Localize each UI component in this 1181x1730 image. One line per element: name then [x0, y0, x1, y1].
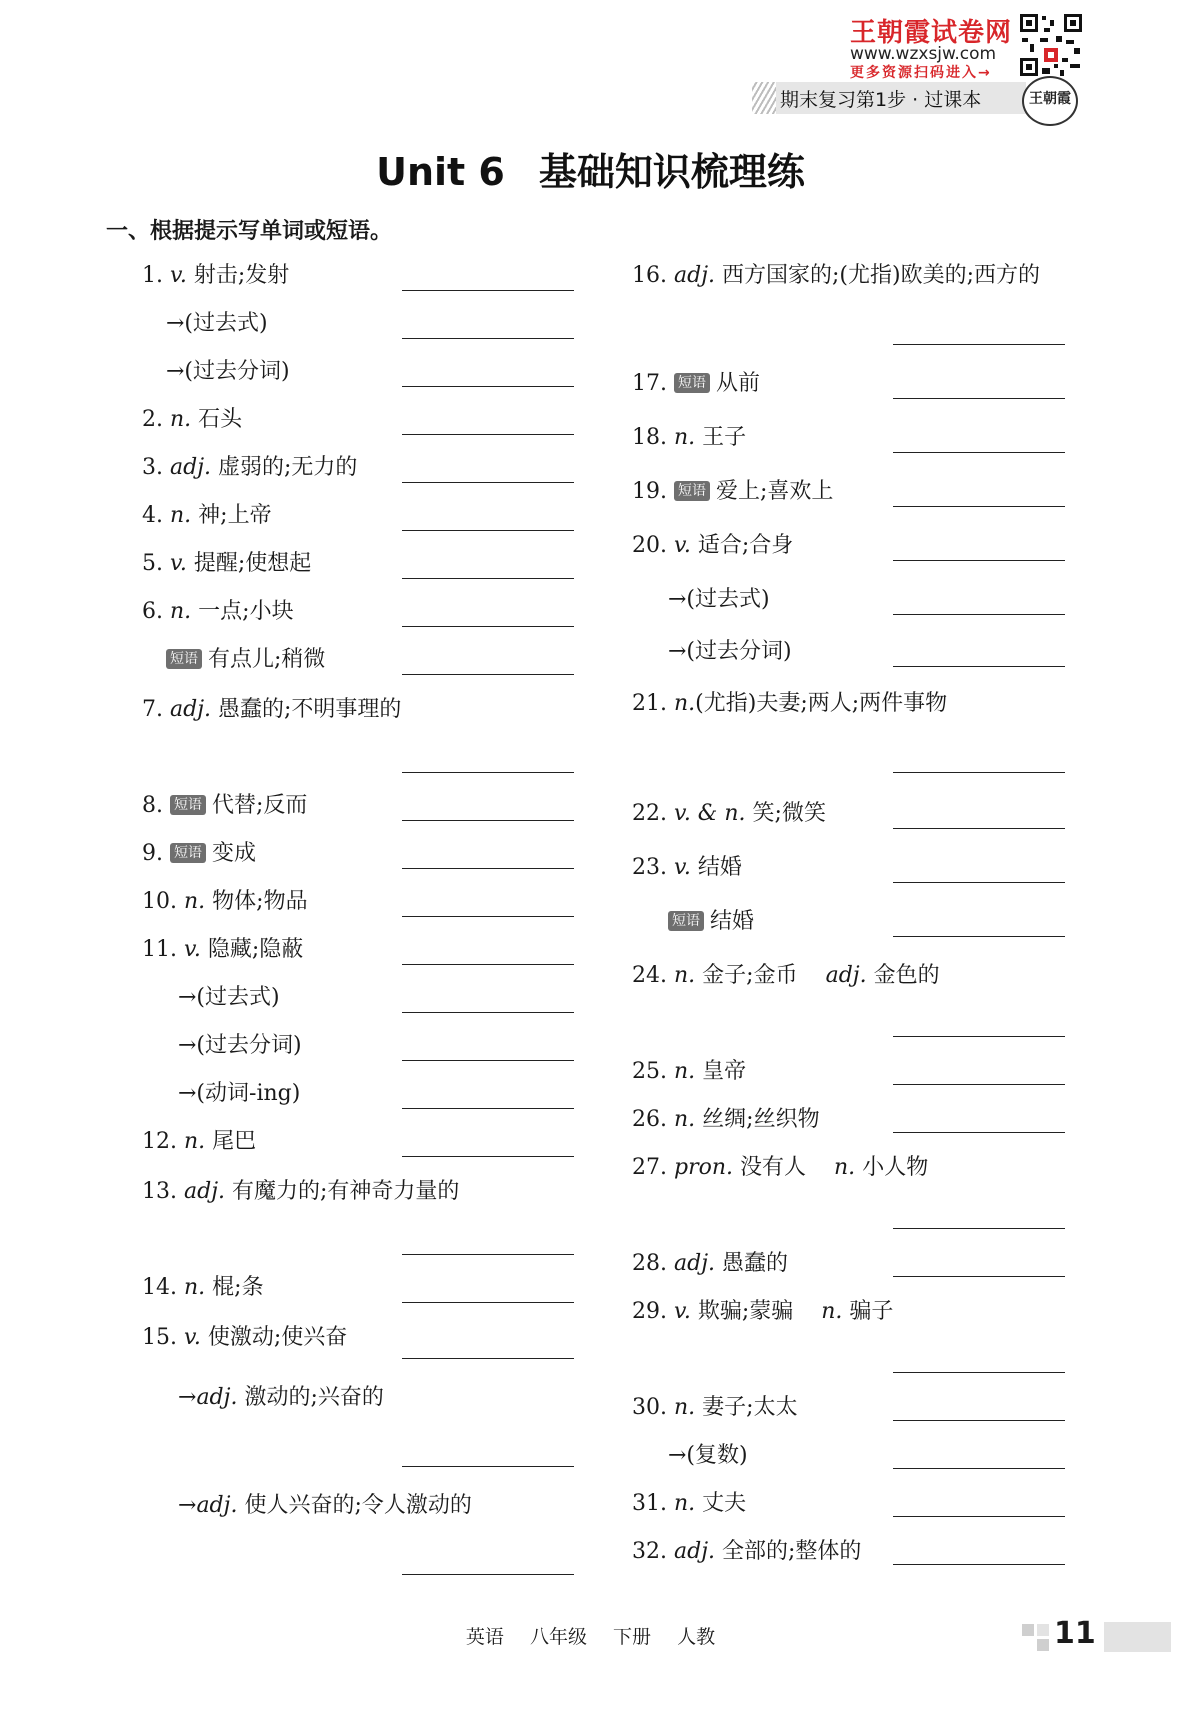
- phrase-tag: 短语: [674, 481, 710, 501]
- item-14: 14. n. 棍;条: [142, 1275, 264, 1300]
- unit-label: Unit 6: [376, 150, 505, 194]
- answer-line[interactable]: [402, 1466, 574, 1467]
- answer-line[interactable]: [893, 1420, 1065, 1421]
- answer-line[interactable]: [893, 398, 1065, 399]
- answer-line[interactable]: [893, 1468, 1065, 1469]
- brand-stamp-icon: 王朝霞: [1022, 76, 1078, 126]
- answer-line[interactable]: [893, 772, 1065, 773]
- item-28: 28. adj. 愚蠢的: [632, 1251, 789, 1276]
- item-25: 25. n. 皇帝: [632, 1059, 747, 1084]
- item-20-past-participle: →(过去分词): [668, 639, 792, 664]
- item-15-adj-2: →adj. 使人兴奋的;令人激动的: [178, 1493, 472, 1518]
- footer-subject: 英语: [465, 1626, 504, 1648]
- answer-line[interactable]: [402, 964, 574, 965]
- item-13: 13. adj. 有魔力的;有神奇力量的: [142, 1179, 460, 1204]
- answer-line[interactable]: [893, 452, 1065, 453]
- item-32: 32. adj. 全部的;整体的: [632, 1539, 862, 1564]
- answer-line[interactable]: [402, 674, 574, 675]
- item-6: 6. n. 一点;小块: [142, 599, 294, 624]
- answer-line[interactable]: [893, 1276, 1065, 1277]
- answer-line[interactable]: [402, 916, 574, 917]
- answer-line[interactable]: [402, 868, 574, 869]
- item-8: 8. 短语 代替;反而: [142, 793, 308, 818]
- answer-line[interactable]: [893, 560, 1065, 561]
- answer-line[interactable]: [402, 1358, 574, 1359]
- step-banner-stripes: [752, 82, 776, 114]
- page-title: [0, 141, 1181, 196]
- phrase-tag: 短语: [674, 373, 710, 393]
- footer-volume: 下册: [613, 1626, 652, 1648]
- item-20-past: →(过去式): [668, 587, 770, 612]
- item-29: 29. v. 欺骗;蒙骗 n. 骗子: [632, 1299, 894, 1324]
- item-1: 1. v. 射击;发射: [142, 263, 290, 288]
- item-23: 23. v. 结婚: [632, 855, 742, 880]
- answer-line[interactable]: [402, 1254, 574, 1255]
- item-9: 9. 短语 变成: [142, 841, 257, 866]
- footer-grade: 八年级: [529, 1626, 587, 1648]
- answer-line[interactable]: [893, 614, 1065, 615]
- answer-line[interactable]: [893, 828, 1065, 829]
- site-url[interactable]: www.wzxsjw.com: [850, 44, 997, 64]
- answer-line[interactable]: [402, 386, 574, 387]
- item-16: 16. adj. 西方国家的;(尤指)欧美的;西方的: [632, 263, 1041, 288]
- item-22: 22. v. & n. 笑;微笑: [632, 801, 826, 826]
- answer-line[interactable]: [893, 344, 1065, 345]
- qr-code-icon[interactable]: [1018, 12, 1084, 78]
- answer-line[interactable]: [402, 578, 574, 579]
- footer-edition: 人教: [677, 1626, 716, 1648]
- item-11: 11. v. 隐藏;隐蔽: [142, 937, 304, 962]
- answer-line[interactable]: [893, 506, 1065, 507]
- answer-line[interactable]: [402, 338, 574, 339]
- answer-line[interactable]: [402, 482, 574, 483]
- footer-info: [0, 1622, 1181, 1649]
- answer-line[interactable]: [893, 1228, 1065, 1229]
- item-20: 20. v. 适合;合身: [632, 533, 794, 558]
- answer-line[interactable]: [893, 1564, 1065, 1565]
- answer-line[interactable]: [402, 290, 574, 291]
- item-2: 2. n. 石头: [142, 407, 243, 432]
- item-26: 26. n. 丝绸;丝织物: [632, 1107, 820, 1132]
- item-10: 10. n. 物体;物品: [142, 889, 308, 914]
- answer-line[interactable]: [402, 434, 574, 435]
- item-17: 17. 短语 从前: [632, 371, 761, 396]
- phrase-tag: 短语: [166, 649, 202, 669]
- phrase-tag: 短语: [170, 795, 206, 815]
- page-number: 11: [1054, 1616, 1096, 1651]
- item-11-ing: →(动词-ing): [178, 1081, 301, 1106]
- answer-line[interactable]: [893, 1516, 1065, 1517]
- item-6-phrase: 短语 有点儿;稍微: [166, 646, 325, 674]
- answer-line[interactable]: [893, 882, 1065, 883]
- item-7: 7. adj. 愚蠢的;不明事理的: [142, 697, 402, 722]
- slogan: 更多资源扫码进入→: [850, 65, 992, 81]
- answer-line[interactable]: [893, 1036, 1065, 1037]
- item-1-past: →(过去式): [166, 311, 268, 336]
- item-3: 3. adj. 虚弱的;无力的: [142, 455, 358, 480]
- answer-line[interactable]: [893, 666, 1065, 667]
- item-23-phrase: 短语 结婚: [668, 908, 754, 936]
- item-4: 4. n. 神;上帝: [142, 503, 272, 528]
- page-number-decoration: [1022, 1624, 1050, 1652]
- item-30-plural: →(复数): [668, 1443, 748, 1468]
- item-5: 5. v. 提醒;使想起: [142, 551, 312, 576]
- answer-line[interactable]: [402, 1060, 574, 1061]
- item-24: 24. n. 金子;金币 adj. 金色的: [632, 963, 940, 988]
- answer-line[interactable]: [402, 530, 574, 531]
- answer-line[interactable]: [402, 820, 574, 821]
- section-heading: 一、根据提示写单词或短语。: [106, 219, 393, 244]
- answer-line[interactable]: [893, 936, 1065, 937]
- phrase-tag: 短语: [170, 843, 206, 863]
- answer-line[interactable]: [893, 1372, 1065, 1373]
- answer-line[interactable]: [402, 1012, 574, 1013]
- item-18: 18. n. 王子: [632, 425, 747, 450]
- item-27: 27. pron. 没有人 n. 小人物: [632, 1155, 929, 1180]
- item-11-past: →(过去式): [178, 985, 280, 1010]
- page-number-bar: [1104, 1622, 1171, 1652]
- answer-line[interactable]: [402, 772, 574, 773]
- item-12: 12. n. 尾巴: [142, 1129, 257, 1154]
- answer-line[interactable]: [402, 626, 574, 627]
- item-30: 30. n. 妻子;太太: [632, 1395, 798, 1420]
- step-banner-text: 期末复习第1步 · 过课本: [780, 89, 982, 111]
- brand-logo-text: 王朝霞试卷网: [850, 18, 1013, 48]
- answer-line[interactable]: [402, 1574, 574, 1575]
- item-21: 21. n.(尤指)夫妻;两人;两件事物: [632, 691, 948, 716]
- unit-name: 基础知识梳理练: [538, 150, 805, 194]
- item-19: 19. 短语 爱上;喜欢上: [632, 479, 834, 504]
- answer-line[interactable]: [402, 1302, 574, 1303]
- item-15: 15. v. 使激动;使兴奋: [142, 1325, 348, 1350]
- answer-line[interactable]: [893, 1084, 1065, 1085]
- answer-line[interactable]: [402, 1108, 574, 1109]
- answer-line[interactable]: [402, 1156, 574, 1157]
- item-31: 31. n. 丈夫: [632, 1491, 747, 1516]
- phrase-tag: 短语: [668, 911, 704, 931]
- answer-line[interactable]: [893, 1132, 1065, 1133]
- item-15-adj-1: →adj. 激动的;兴奋的: [178, 1385, 384, 1410]
- item-11-past-participle: →(过去分词): [178, 1033, 302, 1058]
- item-1-past-participle: →(过去分词): [166, 359, 290, 384]
